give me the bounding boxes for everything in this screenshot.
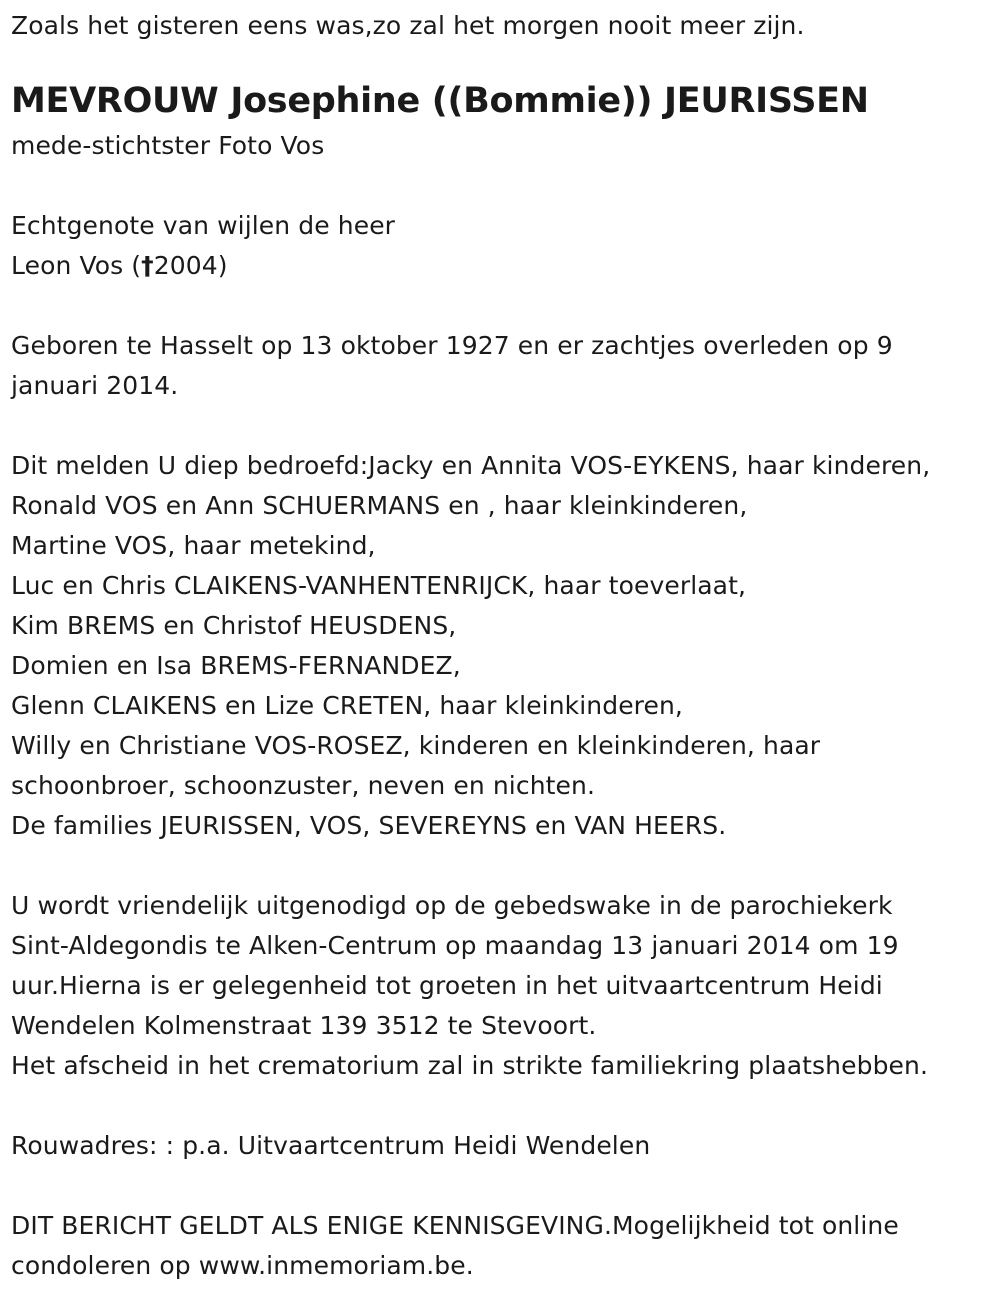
invitation-line: uur.Hierna is er gelegenheid tot groeten in het uitvaartcentrum Heidi: [11, 971, 883, 1000]
spouse-name: Leon Vos (: [11, 251, 142, 280]
spouse-line-1: Echtgenote van wijlen de heer: [11, 211, 396, 240]
family-line: schoonbroer, schoonzuster, neven en nichten.: [11, 771, 596, 800]
invitation-line: Het afscheid in het crematorium zal in strikte familiekring plaatshebben.: [11, 1051, 929, 1080]
deceased-name: MEVROUW Josephine ((Bommie)) JEURISSEN: [11, 81, 869, 121]
family-line: Kim BREMS en Christof HEUSDENS,: [11, 611, 457, 640]
spacer: [11, 166, 991, 206]
mourning-address: Rouwadres: : p.a. Uitvaartcentrum Heidi Wendelen: [11, 1131, 651, 1160]
family-line: Martine VOS, haar metekind,: [11, 531, 376, 560]
family-line: Willy en Christiane VOS-ROSEZ, kinderen en kleinkinderen, haar: [11, 731, 821, 760]
spacer: [11, 406, 991, 446]
family-line: Ronald VOS en Ann SCHUERMANS en , haar kleinkinderen,: [11, 491, 748, 520]
family-line: Dit melden U diep bedroefd:Jacky en Annita VOS-EYKENS, haar kinderen,: [11, 451, 931, 480]
birth-line: januari 2014.: [11, 371, 179, 400]
spacer: [11, 286, 991, 326]
birth-line: Geboren te Hasselt op 13 oktober 1927 en er zachtjes overleden op 9: [11, 331, 893, 360]
invitation-line: Wendelen Kolmenstraat 139 3512 te Stevoort.: [11, 1011, 597, 1040]
motto: Zoals het gisteren eens was,zo zal het morgen nooit meer zijn.: [11, 11, 805, 40]
family-line: De families JEURISSEN, VOS, SEVEREYNS en VAN HEERS.: [11, 811, 727, 840]
invitation-line: Sint-Aldegondis te Alken-Centrum op maandag 13 januari 2014 om 19: [11, 931, 899, 960]
family-line: Glenn CLAIKENS en Lize CRETEN, haar kleinkinderen,: [11, 691, 683, 720]
subtitle: mede-stichtster Foto Vos: [11, 131, 325, 160]
obituary-document: [11, 6, 991, 1286]
spacer: [11, 1166, 991, 1206]
spacer: [11, 846, 991, 886]
spacer: [11, 1086, 991, 1126]
spouse-death-year: 2004): [153, 251, 228, 280]
family-line: Domien en Isa BREMS-FERNANDEZ,: [11, 651, 461, 680]
cross-icon: †: [141, 251, 154, 280]
notice-line: condoleren op www.inmemoriam.be.: [11, 1251, 474, 1280]
family-line: Luc en Chris CLAIKENS-VANHENTENRIJCK, haar toeverlaat,: [11, 571, 747, 600]
spouse-line-2: [11, 246, 991, 286]
invitation-line: U wordt vriendelijk uitgenodigd op de gebedswake in de parochiekerk: [11, 891, 893, 920]
notice-line: DIT BERICHT GELDT ALS ENIGE KENNISGEVING.Mogelijkheid tot online: [11, 1211, 899, 1240]
